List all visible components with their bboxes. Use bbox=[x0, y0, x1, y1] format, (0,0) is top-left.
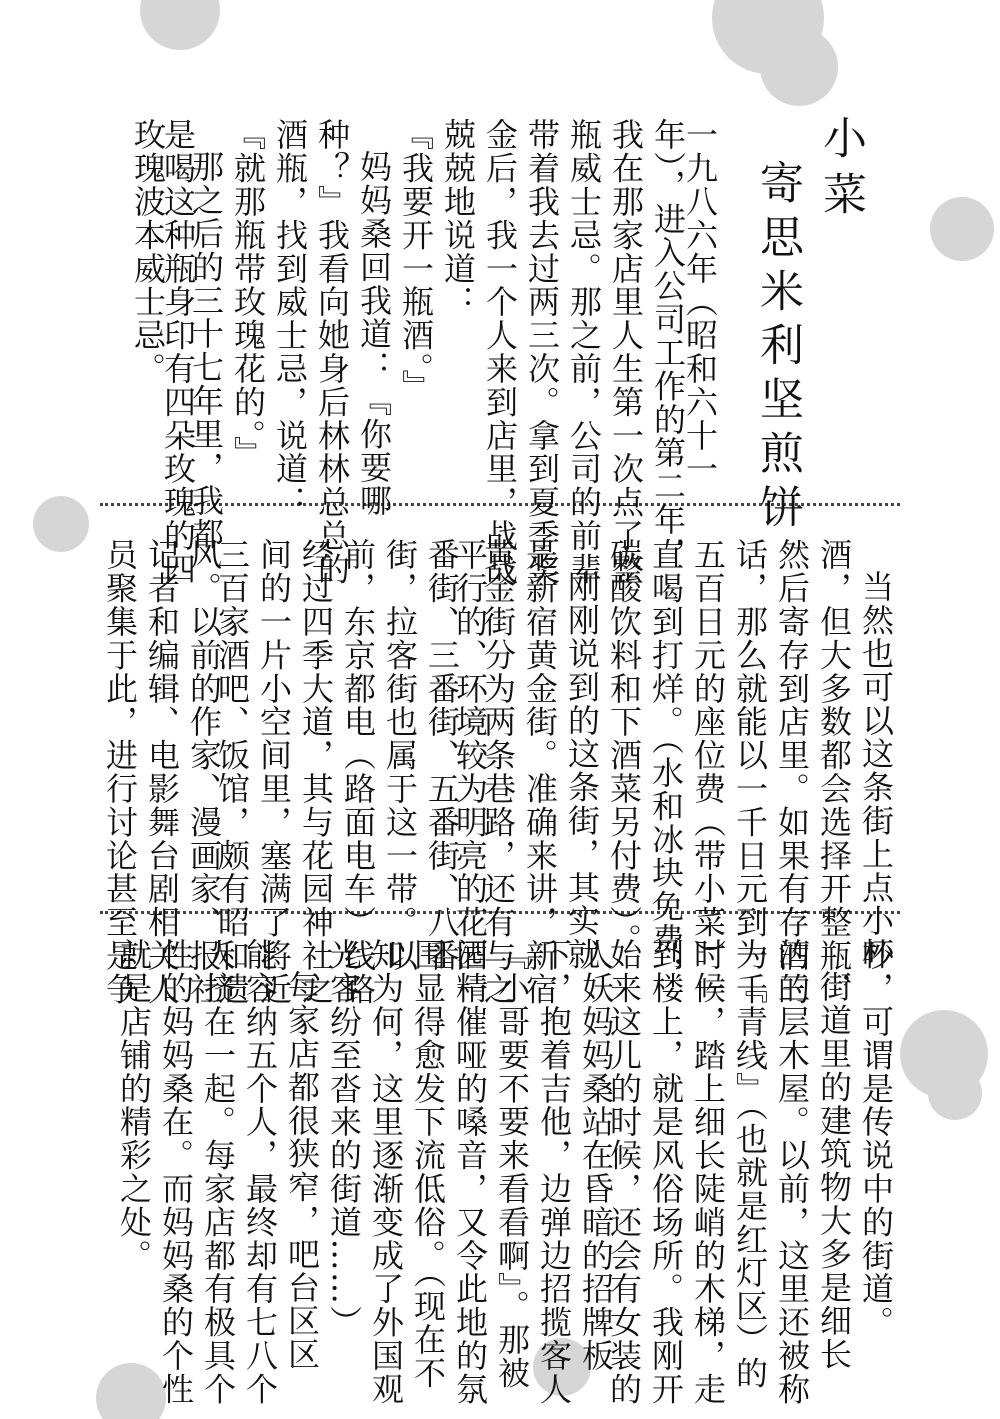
section2-line: 经过四季大道，其与花园神社之 bbox=[297, 538, 335, 1006]
section3-line: 街道里的建筑物大多是细长 bbox=[815, 970, 853, 1371]
section2-line: 三百家酒吧、饭馆，颇有昭和遗 bbox=[213, 538, 251, 1006]
section2-line: 番街、三番街、五番街、八番 bbox=[423, 538, 461, 973]
section3-line: 吵，可谓是传说中的街道。 bbox=[857, 938, 895, 1339]
section2-line: 风。以前的作家、漫画家、报社 bbox=[185, 538, 223, 1006]
section2-line: 碳酸饮料和下酒菜另付费）。 bbox=[605, 538, 643, 957]
section3-line: 始来这儿的时候，还会有女装的 bbox=[605, 938, 643, 1406]
section2-line: 酒，但大多数都会选择开整瓶， bbox=[815, 538, 853, 1006]
section2-line: 刚刚说到的这条街，其实就 bbox=[563, 570, 601, 971]
section2-line: 间的一片小空间里，塞满了将近 bbox=[255, 538, 293, 1006]
section1-line: 带着我去过两三次。拿到夏季奖 bbox=[523, 118, 561, 586]
section2-line: 五百日元的座位费（带小菜）一 bbox=[689, 538, 727, 1006]
section3-line: 时候，踏上细长陡峭的木梯，走 bbox=[689, 938, 727, 1406]
section1-line: 妈妈桑回我道：『你要哪 bbox=[355, 150, 393, 518]
section2-line: 黄金街分为两条巷路，还有与之 bbox=[479, 538, 517, 1006]
section3-line: 到楼上，就是风俗场所。我刚开 bbox=[647, 938, 685, 1406]
section3-line: 能容纳五个人，最终却有七八个 bbox=[241, 938, 279, 1406]
decorative-dot bbox=[760, 28, 838, 106]
section3-line: 光客纷至沓来的街道……） bbox=[325, 938, 363, 1339]
section2-line: 记者和编辑、电影舞台剧相关人 bbox=[143, 538, 181, 1006]
section1-line: 兢兢地说道： bbox=[439, 118, 477, 319]
decorative-dot bbox=[930, 197, 994, 261]
section3-line: 为『青线』（也就是红灯区）的 bbox=[731, 938, 769, 1390]
section3-line: 的三层木屋。以前，这里还被称 bbox=[773, 938, 811, 1406]
section1-line: 瓶威士忌。那之前，公司的前辈 bbox=[565, 118, 603, 586]
section1-line: 金后，我一个人来到店里，战战 bbox=[481, 118, 519, 586]
section1-line: 一九八六年（昭和六十一 bbox=[681, 118, 719, 486]
section2-line: 当然也可以这条街上点小杯 bbox=[857, 570, 895, 971]
section3-line: 性的妈妈桑在。而妈妈桑的个性 bbox=[157, 938, 195, 1406]
section2-line: 话，那么就能以一千日元到一千 bbox=[731, 538, 769, 1006]
section3-line: 知为何，这里逐渐变成了外国观 bbox=[367, 938, 405, 1406]
section1-line: 那之后的三十七年里，我都 bbox=[187, 150, 225, 551]
decorative-dot bbox=[140, 0, 220, 50]
section1-line: 『我要开一瓶酒。』 bbox=[397, 118, 435, 403]
decorative-dot bbox=[96, 1363, 166, 1419]
title-line-1: 小菜 bbox=[815, 115, 866, 227]
section2-line: 街，拉客街也属于这一带。以 bbox=[381, 538, 419, 973]
section3-line: 下，抱着吉他，边弹边招揽客人 bbox=[535, 938, 573, 1406]
section1-line: 酒瓶，找到威士忌，说道： bbox=[271, 118, 309, 519]
section2-line: 员聚集于此，进行讨论甚至是争 bbox=[101, 538, 139, 1006]
section2-line: 是新宿黄金街。准确来讲，新宿 bbox=[521, 538, 559, 1006]
section3-line: 人妖妈妈桑站在昏暗的招牌板 bbox=[577, 938, 615, 1373]
section3-line: 每家店都很狭窄，吧台区区 bbox=[283, 970, 321, 1371]
decorative-dot bbox=[928, 1066, 982, 1120]
section3-line: 围显得愈发下流低俗。（现在不 bbox=[409, 938, 447, 1390]
section1-line: 种？』我看向她身后林林总总的 bbox=[313, 118, 351, 586]
section2-line: 前，东京都电（路面电车）线路 bbox=[339, 538, 377, 1006]
title-line-2: 寄思米利坚煎饼 bbox=[752, 160, 803, 538]
section1-line: 我在那家店里人生第一次点了整 bbox=[607, 118, 645, 586]
decorative-dot bbox=[33, 496, 89, 552]
section2-line: 平行的、环境较为明亮的花园一 bbox=[451, 538, 489, 1006]
section3-line: 就是店铺的精彩之处。 bbox=[115, 938, 153, 1272]
section1-line: 是喝这种瓶身印有四朵玫瑰的四 bbox=[159, 118, 197, 586]
section3-line: 『小哥要不要来看看啊』。那被 bbox=[493, 938, 531, 1390]
section3-line: 人挤在一起。每家店都有极具个 bbox=[199, 938, 237, 1406]
section3-line: 酒精催哑的嗓音，又令此地的氛 bbox=[451, 938, 489, 1406]
section1-line: 玫瑰波本威士忌。 bbox=[129, 118, 167, 386]
section1-line: 年），进入公司工作的第二年， bbox=[649, 118, 687, 570]
section2-line: 直喝到打烊。（水和冰块免费， bbox=[647, 538, 685, 990]
section1-line: 『就那瓶带玫瑰花的。』 bbox=[229, 118, 267, 470]
section2-line: 然后寄存到店里。如果有存酒的 bbox=[773, 538, 811, 1006]
